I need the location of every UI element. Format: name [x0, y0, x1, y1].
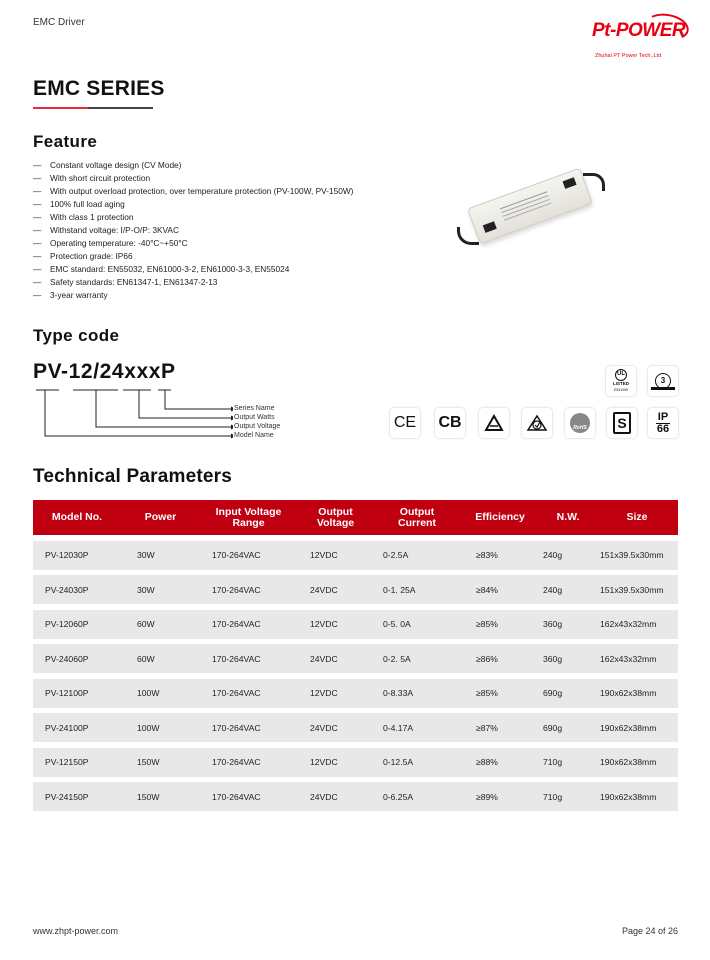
cell-output-current: 0-2. 5A [383, 653, 411, 664]
table-row [33, 644, 678, 673]
legend-model-name: Model Name [234, 432, 274, 439]
cell-input-voltage: 170-264VAC [212, 550, 261, 560]
feature-text: With output overload protection, over temperature protection (PV-100W, PV-150W) [50, 186, 354, 196]
feature-item [33, 237, 353, 250]
cell-net-weight: 690g [543, 722, 563, 733]
feature-item [33, 276, 353, 289]
cell-size: 151x39.5x30mm [600, 584, 664, 595]
feature-text: Withstand voltage: I/P-O/P: 3KVAC [50, 225, 179, 235]
technical-parameters-table [33, 500, 678, 811]
cell-input-voltage: 170-264VAC [212, 791, 261, 802]
cell-model: PV-24060P [45, 653, 89, 664]
column-header-input-voltage: Input Voltage Range [215, 505, 282, 529]
bullet-dash: — [33, 173, 42, 183]
cell-efficiency: ≥83% [476, 550, 498, 560]
rohs-icon: RoHS [565, 408, 595, 438]
feature-text: Safety standards: EN61347-1, EN61347-2-13 [50, 277, 218, 287]
column-header-output-voltage: Output Voltage [316, 505, 355, 529]
cell-output-current: 0-1. 25A [383, 584, 416, 595]
cell-power: 150W [137, 791, 160, 802]
terminal-label [483, 221, 497, 233]
cell-model: PV-12030P [45, 550, 89, 560]
cell-input-voltage: 170-264VAC [212, 584, 261, 595]
legend-output-voltage: Output Voltage [234, 423, 281, 430]
cell-output-current: 0-6.25A [383, 791, 414, 802]
cell-output-voltage: 24VDC [310, 791, 338, 802]
cell-model: PV-12060P [45, 619, 89, 629]
cell-output-voltage: 12VDC [310, 688, 338, 698]
legend-series-name: Series Name [234, 405, 275, 412]
table-row [33, 679, 678, 708]
cell-efficiency: ≥86% [476, 653, 498, 664]
feature-item [33, 289, 353, 302]
bullet-dash: — [33, 225, 42, 235]
warranty-3-years-icon: 3 [648, 366, 678, 396]
feature-item [33, 172, 353, 185]
feature-item [33, 211, 353, 224]
page-number: Page 24 of 26 [621, 926, 678, 936]
rcm-mark-icon [522, 408, 552, 438]
cell-size: 162x43x32mm [600, 619, 657, 629]
cell-efficiency: ≥89% [476, 791, 498, 802]
cell-size: 162x43x32mm [600, 653, 657, 664]
cell-efficiency: ≥85% [476, 619, 498, 629]
feature-text: Constant voltage design (CV Mode) [50, 160, 182, 170]
column-header-size: Size [626, 511, 648, 523]
cell-power: 60W [137, 653, 155, 664]
cell-input-voltage: 170-264VAC [212, 757, 261, 767]
feature-text: 100% full load aging [50, 199, 125, 209]
bullet-dash: — [33, 264, 42, 274]
ip66-icon: IP 66 [648, 408, 678, 438]
feature-text: Protection grade: IP66 [50, 251, 133, 261]
cell-output-voltage: 12VDC [310, 550, 338, 560]
cell-output-voltage: 12VDC [310, 757, 338, 767]
type-code-diagram [33, 388, 313, 448]
cell-output-voltage: 24VDC [310, 584, 338, 595]
bullet-dash: — [33, 160, 42, 170]
cell-net-weight: 360g [543, 619, 563, 629]
cell-net-weight: 240g [543, 584, 563, 595]
cell-power: 30W [137, 584, 155, 595]
cell-size: 190x62x38mm [600, 722, 657, 733]
column-header-output-current: Output Current [398, 505, 436, 529]
cell-size: 190x62x38mm [600, 757, 657, 767]
cell-size: 151x39.5x30mm [600, 550, 664, 560]
logo-subtitle: Zhuhai PT Power Tech.,Ltd [595, 53, 662, 59]
feature-item [33, 250, 353, 263]
cell-input-voltage: 170-264VAC [212, 722, 261, 733]
cell-net-weight: 710g [543, 757, 563, 767]
cell-net-weight: 710g [543, 791, 563, 802]
feature-item [33, 185, 353, 198]
cell-power: 30W [137, 550, 155, 560]
terminal-label [563, 177, 577, 189]
bullet-dash: — [33, 238, 42, 248]
cell-net-weight: 240g [543, 550, 563, 560]
cell-size: 190x62x38mm [600, 791, 657, 802]
cell-output-current: 0-12.5A [383, 757, 414, 767]
cell-input-voltage: 170-264VAC [212, 619, 261, 629]
bullet-dash: — [33, 199, 42, 209]
bullet-dash: — [33, 186, 42, 196]
cell-efficiency: ≥85% [476, 688, 498, 698]
feature-item [33, 198, 353, 211]
cell-model: PV-12150P [45, 757, 89, 767]
title-underline [33, 107, 153, 109]
technical-parameters-heading: Technical Parameters [33, 466, 233, 487]
cell-size: 190x62x38mm [600, 688, 657, 698]
feature-heading: Feature [33, 132, 98, 151]
table-row [33, 610, 678, 639]
cell-net-weight: 690g [543, 688, 563, 698]
company-logo [590, 12, 690, 62]
cell-efficiency: ≥87% [476, 722, 498, 733]
page-title: EMC SERIES [33, 77, 165, 100]
column-header-efficiency: Efficiency [475, 511, 525, 523]
cell-input-voltage: 170-264VAC [212, 653, 261, 664]
cell-output-current: 0-4.17A [383, 722, 414, 733]
cell-output-voltage: 12VDC [310, 619, 338, 629]
cell-power: 100W [137, 722, 160, 733]
bullet-dash: — [33, 277, 42, 287]
cell-output-current: 0-8.33A [383, 688, 414, 698]
table-row [33, 782, 678, 811]
bullet-dash: — [33, 290, 42, 300]
cell-power: 150W [137, 757, 160, 767]
document-section-label: EMC Driver [33, 17, 85, 28]
feature-item [33, 224, 353, 237]
feature-text: 3-year warranty [50, 290, 108, 300]
logo-brand-text: Pt-POWER [592, 20, 686, 41]
table-row [33, 713, 678, 742]
feature-list [33, 159, 353, 302]
cell-efficiency: ≥88% [476, 757, 498, 767]
tuv-triangle-icon [479, 408, 509, 438]
cell-output-voltage: 24VDC [310, 722, 338, 733]
cell-model: PV-12100P [45, 688, 89, 698]
cell-net-weight: 360g [543, 653, 563, 664]
cell-output-voltage: 24VDC [310, 653, 338, 664]
table-row [33, 748, 678, 777]
feature-text: EMC standard: EN55032, EN61000-3-2, EN61000-3-3, EN55024 [50, 264, 290, 274]
bullet-dash: — [33, 212, 42, 222]
cell-output-current: 0-5. 0A [383, 619, 411, 629]
footer-website-link[interactable]: www.zhpt-power.com [33, 926, 119, 936]
driver-housing [467, 168, 593, 245]
cell-power: 60W [137, 619, 155, 629]
feature-text: With short circuit protection [50, 173, 151, 183]
column-header-model: Model No. [51, 511, 103, 523]
column-header-power: Power [144, 511, 177, 523]
cell-model: PV-24150P [45, 791, 89, 802]
feature-text: With class 1 protection [50, 212, 134, 222]
cell-power: 100W [137, 688, 160, 698]
product-image [455, 165, 610, 265]
cell-input-voltage: 170-264VAC [212, 688, 261, 698]
label-text-lines [500, 191, 547, 209]
legend-output-watts: Output Watts [234, 414, 275, 421]
bullet-dash: — [33, 251, 42, 261]
cell-output-current: 0-2.5A [383, 550, 409, 560]
table-header-row [33, 500, 678, 535]
class2-s-mark-icon: S [607, 408, 637, 438]
column-header-net-weight: N.W. [556, 511, 580, 523]
cell-model: PV-24030P [45, 584, 89, 595]
type-code-connector-lines [33, 388, 233, 448]
feature-item [33, 159, 353, 172]
feature-item [33, 263, 353, 276]
type-code-heading: Type code [33, 326, 120, 345]
table-row [33, 541, 678, 570]
cb-mark-icon: CB [435, 408, 465, 438]
type-code: PV-12/24xxxP [33, 360, 176, 383]
ul-listed-icon: UL LISTED E531059 [606, 366, 636, 396]
cell-model: PV-24100P [45, 722, 89, 733]
table-row [33, 575, 678, 604]
feature-text: Operating temperature: -40°C~+50°C [50, 238, 188, 248]
ce-mark-icon: CE [390, 408, 420, 438]
cell-efficiency: ≥84% [476, 584, 498, 595]
